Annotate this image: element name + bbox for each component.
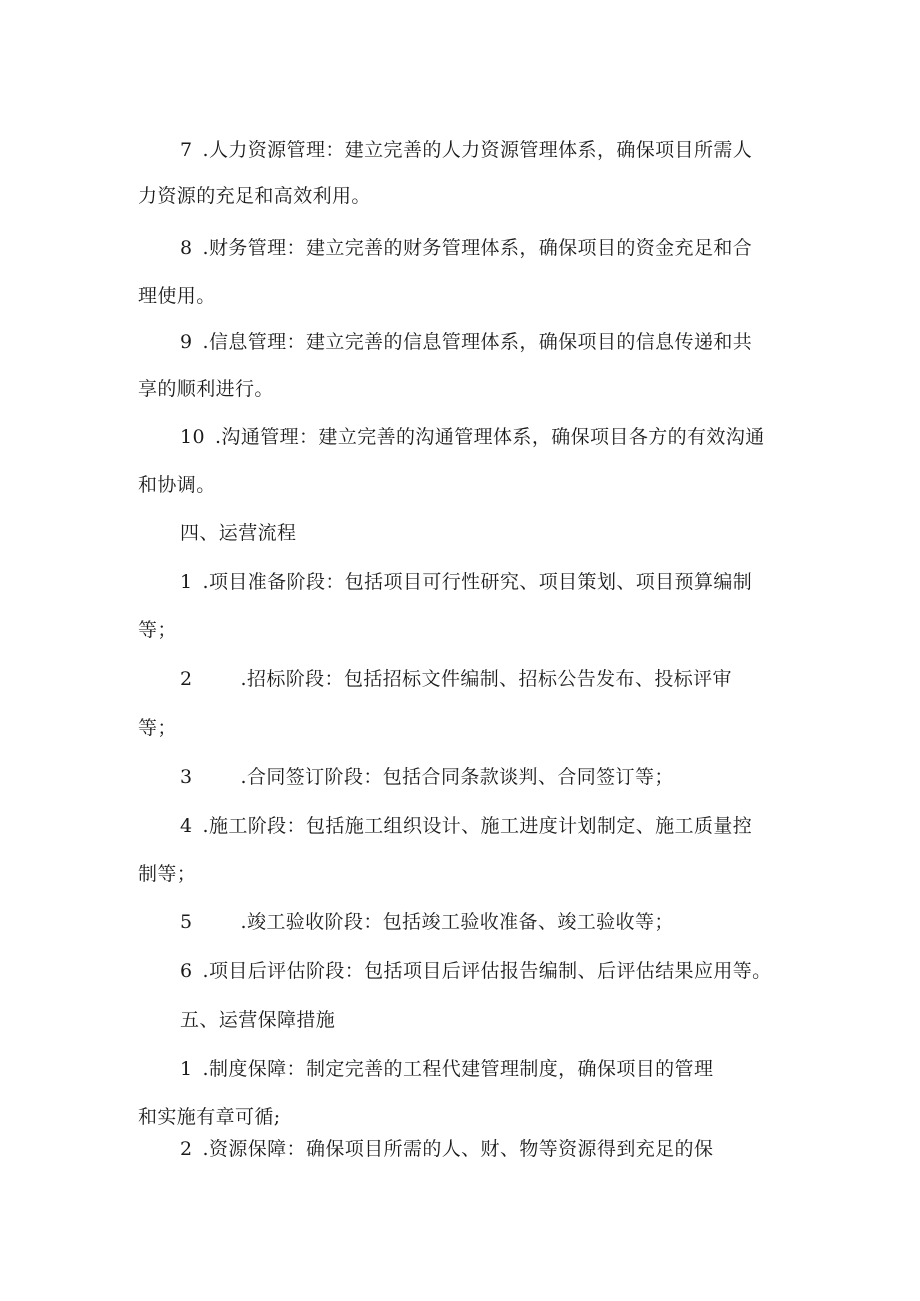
item-10-line-2: 和协调。: [138, 474, 216, 496]
item-text: .制度保障：制定完善的工程代建管理制度，确保项目的管理: [202, 1058, 714, 1080]
section-heading-5: 五、运营保障措施: [180, 1009, 336, 1031]
item-number: 8: [180, 237, 193, 259]
item-7-line-1: [180, 138, 752, 162]
step-6-line-1: [180, 959, 772, 983]
item-number: 4: [180, 815, 193, 837]
item-text: .施工阶段：包括施工组织设计、施工进度计划制定、施工质量控: [202, 815, 753, 837]
step-4-line-2: 制等；: [138, 863, 197, 885]
item-number: 6: [180, 960, 193, 982]
measure-2-line-1: [180, 1137, 713, 1161]
item-text: .资源保障：确保项目所需的人、财、物等资源得到充足的保: [202, 1138, 714, 1160]
item-number: 2: [180, 668, 193, 690]
item-number: 9: [180, 331, 193, 353]
item-text: .沟通管理：建立完善的沟通管理体系，确保项目各方的有效沟通: [214, 426, 765, 448]
item-number: 5: [180, 911, 193, 933]
item-8-line-2: 理使用。: [138, 285, 216, 307]
item-text: .项目后评估阶段：包括项目后评估报告编制、后评估结果应用等。: [202, 960, 772, 982]
step-2-line-2: 等；: [138, 717, 177, 739]
item-text: .合同签订阶段：包括合同条款谈判、合同签订等；: [240, 766, 674, 788]
step-2-line-1: [180, 667, 732, 691]
item-9-line-2: 享的顺利进行。: [138, 378, 274, 400]
item-8-line-1: [180, 236, 752, 260]
step-4-line-1: [180, 814, 752, 838]
step-3-line-1: [180, 765, 674, 789]
item-text: .竣工验收阶段：包括竣工验收准备、竣工验收等；: [240, 911, 674, 933]
step-5-line-1: [180, 910, 674, 934]
item-7-line-2: 力资源的充足和高效利用。: [138, 185, 371, 207]
item-number: 1: [180, 1058, 193, 1080]
measure-1-line-2: 和实施有章可循;: [138, 1106, 281, 1128]
measure-1-line-1: [180, 1057, 713, 1081]
item-number: 1: [180, 571, 193, 593]
step-1-line-1: [180, 570, 752, 594]
section-heading-4: 四、运营流程: [180, 522, 297, 544]
item-text: .招标阶段：包括招标文件编制、招标公告发布、投标评审: [240, 668, 732, 690]
item-text: .人力资源管理：建立完善的人力资源管理体系，确保项目所需人: [202, 139, 753, 161]
item-number: 7: [180, 139, 193, 161]
item-number: 10: [180, 426, 205, 448]
item-text: .项目准备阶段：包括项目可行性研究、项目策划、项目预算编制: [202, 571, 753, 593]
step-1-line-2: 等；: [138, 619, 177, 641]
item-number: 2: [180, 1138, 193, 1160]
item-text: .信息管理：建立完善的信息管理体系，确保项目的信息传递和共: [202, 331, 753, 353]
item-number: 3: [180, 766, 193, 788]
item-10-line-1: [180, 425, 765, 449]
item-9-line-1: [180, 330, 752, 354]
item-text: .财务管理：建立完善的财务管理体系，确保项目的资金充足和合: [202, 237, 753, 259]
